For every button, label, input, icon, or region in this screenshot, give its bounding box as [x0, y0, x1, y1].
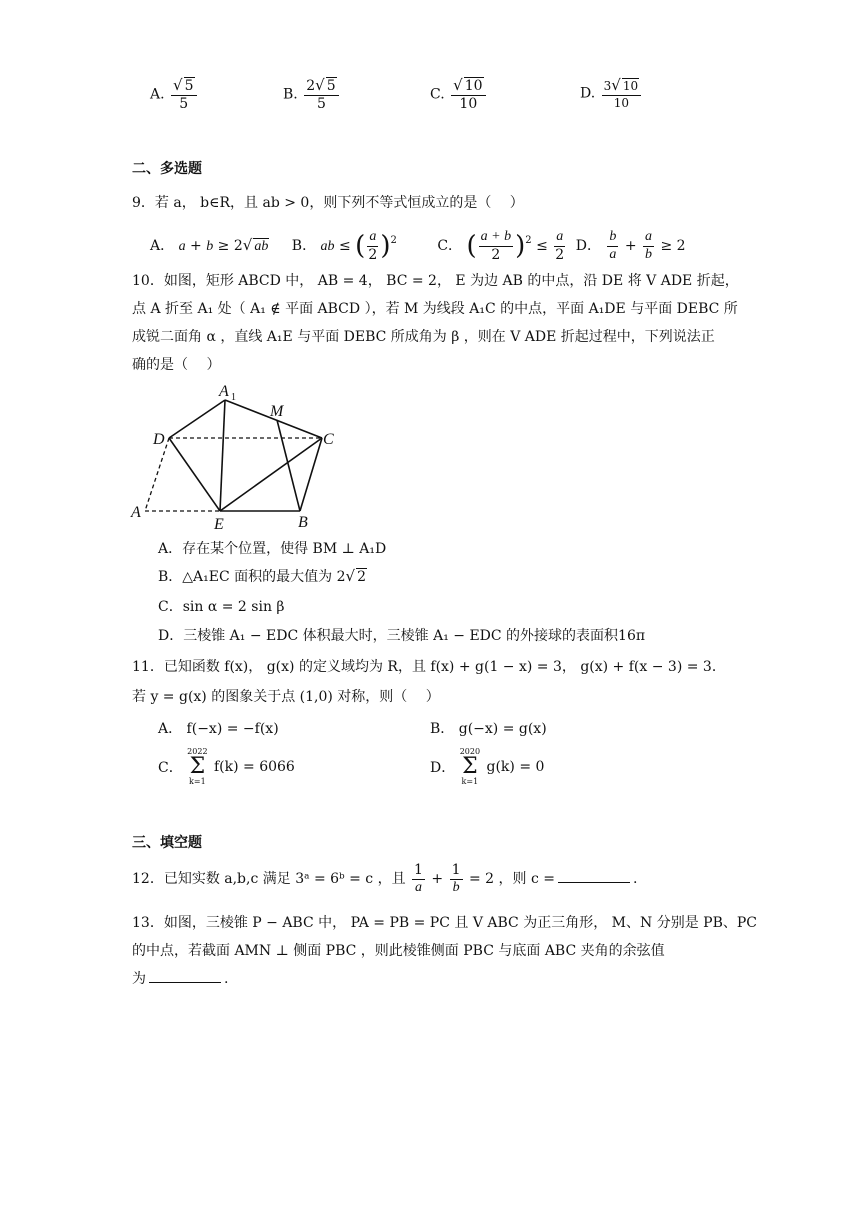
q10-option-b: B．△A₁EC 面积的最大值为 2√ 2 [158, 567, 367, 585]
q10-line4: 确的是（ ） [132, 357, 221, 373]
q9-stem: 9．若 a， b∈R，且 ab > 0，则下列不等式恒成立的是（ ） [132, 195, 524, 211]
q11-option-d: D． 2020 Σ k=1 g(k) = 0 [430, 747, 545, 786]
label-a1-sub: 1 [231, 392, 236, 403]
q11-option-c: C． 2022 Σ k=1 f(k) = 6066 [158, 747, 295, 786]
q9-options [150, 222, 686, 266]
q13-line3: 为 . [132, 971, 229, 987]
q13-line2: 的中点，若截面 AMN ⊥ 侧面 PBC ，则此棱锥侧面 PBC 与底面 ABC 夹角的余弦值 [132, 943, 665, 959]
label-m: M [270, 403, 284, 420]
q12: 12．已知实数 a,b,c 满足 3ᵃ = 6ᵇ = c ，且 $\frac{1}{a}$ + $\frac{1}{b}$ = 2 ，则 c = . [132, 861, 638, 895]
q11-option-a: A． f(−x) = −f(x) [158, 721, 279, 737]
q8-option-d: D. $\frac{3√ 10}{10}$ [580, 78, 643, 109]
answer-blank[interactable] [149, 982, 221, 983]
q10-option-a: A．存在某个位置，使得 BM ⊥ A₁D [158, 541, 387, 557]
label-a1: A [219, 383, 229, 400]
q13-line1: 13．如图，三棱锥 P − ABC 中， PA = PB = PC 且 V ABC 为正三角形， M、N 分别是 PB、PC [132, 915, 757, 931]
q9-option-a: A． a + b ≥ 2√ ab [150, 236, 269, 254]
label-c: C [323, 431, 334, 448]
q10-option-d: D．三棱锥 A₁ − EDC 体积最大时，三棱锥 A₁ − EDC 的外接球的表面积16π [158, 628, 646, 644]
summation: 2020 Σ k=1 [459, 747, 481, 786]
q10-line1: 10．如图，矩形 ABCD 中， AB = 4， BC = 2， E 为边 AB 的中点，沿 DE 将 V ADE 折起， [132, 273, 739, 289]
q10-line2: 点 A 折至 A₁ 处（ A₁ ∉ 平面 ABCD ），若 M 为线段 A₁C 的中点，平面 A₁DE 与平面 DEBC 所 [132, 301, 738, 317]
fraction: $\frac{3√ 10}{10}$ [602, 78, 641, 109]
q8-option-c: C. $\frac{√ 10}{10}$ [430, 78, 488, 111]
answer-blank[interactable] [558, 882, 630, 883]
q8-option-b: B. $\frac{2√ 5}{5}$ [283, 78, 341, 111]
label-e: E [214, 516, 224, 533]
q10-line3: 成锐二面角 α ，直线 A₁E 与平面 DEBC 所成角为 β ，则在 V ADE 折起过程中，下列说法正 [132, 329, 715, 345]
label-b: B [298, 514, 308, 531]
fraction: $\frac{√ 10}{10}$ [451, 78, 485, 111]
label-a: A [131, 504, 141, 521]
section-title-fill-in: 三、填空题 [132, 835, 202, 851]
q11-option-b: B． g(−x) = g(x) [430, 721, 547, 737]
label-d: D [153, 431, 165, 448]
fraction: $\frac{√ 5}{5}$ [171, 78, 196, 111]
q11-line1: 11．已知函数 f(x)， g(x) 的定义域均为 R，且 f(x) + g(1 − x) = 3， g(x) + f(x − 3) = 3． [132, 659, 726, 675]
summation: 2022 Σ k=1 [187, 747, 208, 786]
q9-option-d: D． $\frac{b}{a}$ + $\frac{a}{b}$ ≥ 2 [575, 228, 686, 262]
q8-option-a: A. $\frac{√ 5}{5}$ [150, 78, 199, 111]
section-title-multiple-choice: 二、多选题 [132, 161, 202, 177]
q10-geometry-figure [125, 378, 355, 533]
q9-option-c: C． ( $\frac{a + b}{2}$ )$^2$ ≤ $\frac{a}{2}$ [437, 228, 565, 263]
fraction: $\frac{2√ 5}{5}$ [304, 78, 338, 111]
q9-option-b: B． ab ≤ ( $\frac{a}{2}$ )$^2$ [291, 228, 397, 263]
q11-line2: 若 y = g(x) 的图象关于点 (1,0) 对称，则（ ） [132, 689, 440, 705]
q10-option-c: C．sin α = 2 sin β [158, 599, 285, 615]
